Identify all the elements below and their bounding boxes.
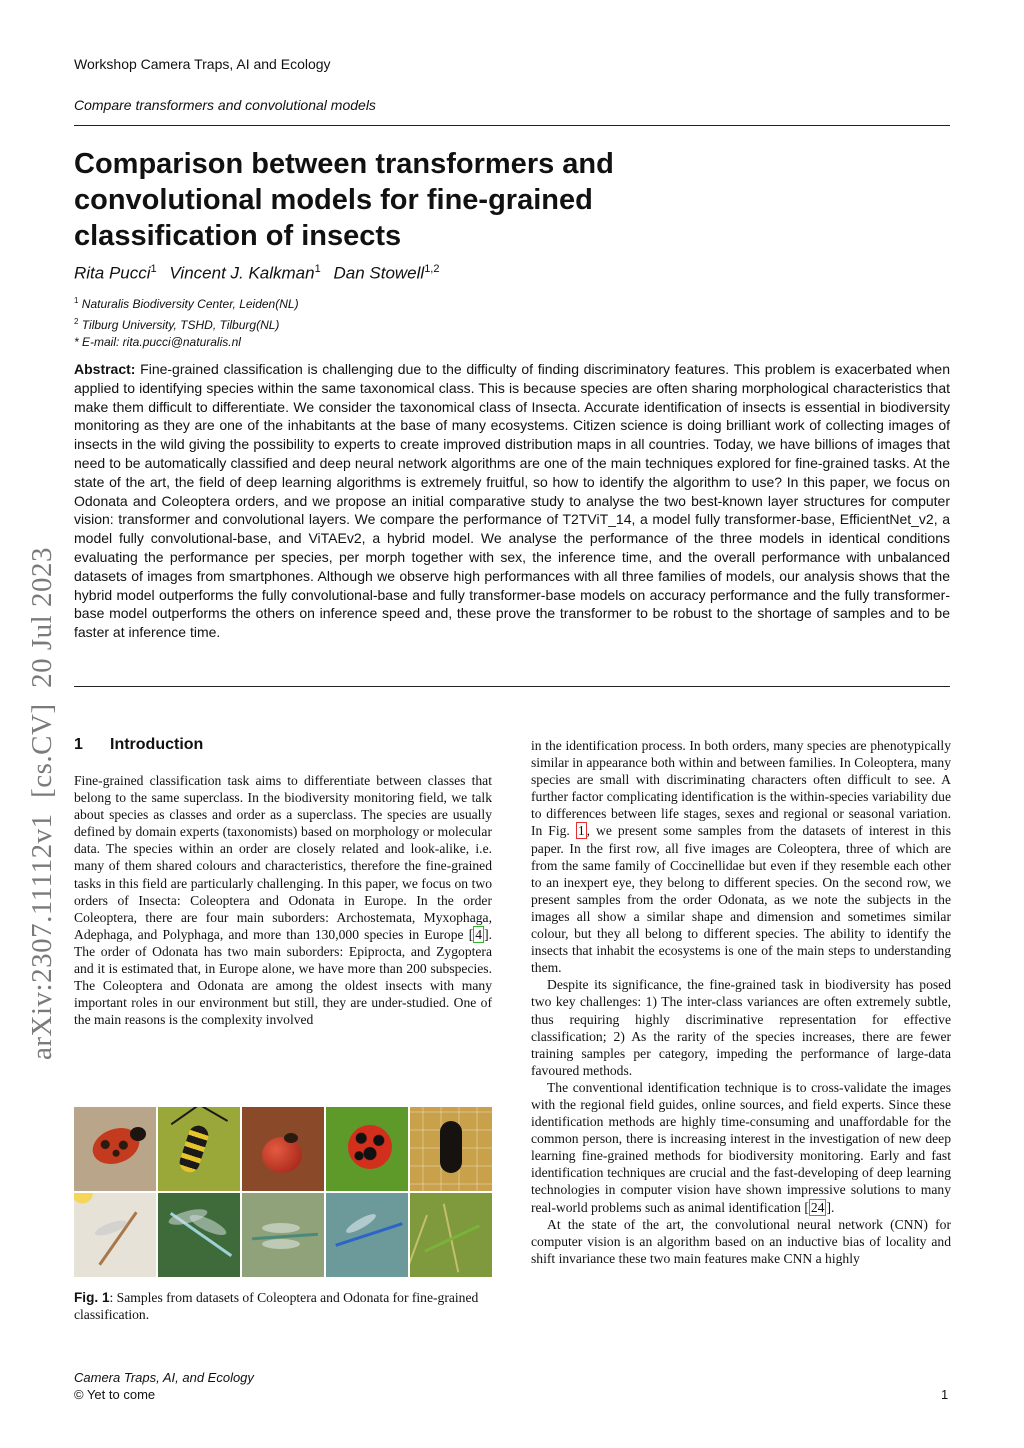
running-subtitle: Compare transformers and convolutional models	[74, 97, 376, 113]
header-rule	[74, 125, 950, 126]
photo-dragonfly-on-stem	[158, 1193, 240, 1277]
footer-copyright: © Yet to come	[74, 1387, 156, 1402]
photo-dark-beetle	[410, 1107, 492, 1191]
abstract-rule	[74, 686, 950, 687]
photo-ladybird-beetle	[74, 1107, 156, 1191]
photo-spotted-ladybird	[326, 1107, 408, 1191]
citation-link[interactable]: 4	[475, 926, 483, 942]
photo-longhorn-beetle	[158, 1107, 240, 1191]
photo-damselfly-on-flower	[74, 1193, 156, 1277]
abstract	[74, 360, 950, 642]
author-affiliation-mark: 1,2	[424, 263, 440, 275]
photo-blue-damselfly	[326, 1193, 408, 1277]
abstract-label: Abstract:	[74, 361, 136, 377]
author-affiliation-mark: 1	[314, 263, 321, 275]
author-name: Vincent J. Kalkman	[169, 263, 315, 283]
photo-green-damselfly	[410, 1193, 492, 1277]
figure-caption: Fig. 1: Samples from datasets of Coleoptera and Odonata for fine-grained classification.	[74, 1290, 479, 1322]
paragraph: The conventional identification technique is to cross-validate the images with the regional field guides, online sources, and field experts. Since these identification methods are highly time-consuming and unaffordable for the common person, there is increasing interest in the investigation of new deep learning fine-grained methods for biodiversity monitoring. Early and fast identification techniques are crucial and the fast-developing of deep learning technologies in computer vision have shown impressive solutions to many real-world problems such as animal identification [ 24 ].	[531, 1079, 951, 1215]
paragraph: in the identification process. In both orders, many species are phenotypically similar in appearance both within and between families. In Coleoptera, many species are small with discriminating characters often difficult to see. A further factor complicating identification is the within-species variability due to differences between life stages, sexes and regional or seasonal variation. In Fig. 1 , we present some samples from the datasets of interest in this paper. In the first row, all five images are Coleoptera, three of which are from the same family of Coccinellidae but even if they resemble each other to an inexpert eye, they belong to different species. On the second row, we present samples from the order Odonata, as we note the subjects in the images all show a similar shape and dimension and sometimes similar colour, but they all belong to different species. The ability to identify the insects that inhabit the ecosystems is one of the main steps to understanding them.	[531, 738, 951, 976]
affiliations	[74, 292, 299, 351]
contact-email: * E-mail: rita.pucci@naturalis.nl	[74, 335, 241, 349]
photo-dragonfly-blurred	[242, 1193, 324, 1277]
running-head: Workshop Camera Traps, AI and Ecology	[74, 56, 331, 72]
figure-ref-link[interactable]: 1	[577, 823, 585, 839]
paragraph: Despite its significance, the fine-grained task in biodiversity has posed two key challenges: 1) The inter-class variances are often extremely subtle, thus requiring highly discriminative representation for effective classification; 2) As the rarity of the species increases, there are fewer training samples per category, impeding the performance of large-data favoured methods.	[531, 977, 951, 1078]
affiliation-line: $^1$ Naturalis Biodiversity Center, Leiden(NL)	[74, 296, 299, 311]
author-name: Rita Pucci	[74, 263, 151, 283]
page-number: 1	[941, 1387, 949, 1402]
paragraph: At the state of the art, the convolutional neural network (CNN) for computer vision is an algorithm based on an inductive bias of locality and shift invariance these two main features make CNN a highly	[531, 1216, 951, 1266]
right-column	[531, 737, 951, 1267]
author-list	[74, 263, 439, 284]
author-name: Dan Stowell	[333, 263, 425, 283]
footer-journal: Camera Traps, AI, and Ecology	[74, 1370, 254, 1385]
citation-link[interactable]: 24	[810, 1199, 825, 1215]
arxiv-stamp: arXiv:2307.11112v1 [cs.CV] 20 Jul 2023	[26, 547, 58, 1060]
figure-1-grid	[74, 1107, 492, 1277]
photo-red-beetle	[242, 1107, 324, 1191]
paper-title: Comparison between transformers and convolutional models for fine-grained classification of insects	[74, 148, 614, 252]
author-affiliation-mark: 1	[150, 263, 157, 275]
paragraph: Fine-grained classification task aims to differentiate between classes that belong to the same superclass. In the biodiversity monitoring field, we talk about species as classes and order as a superclass. The species are usually defined by domain experts (taxonomists) based on morphology or molecular data. The species within an order are closely related and look-alike, i.e. many of them shared colours and characteristics, therefore the fine-grained tasks in this field are particularly challenging. In this paper, we focus on two orders of Insecta: Coleoptera and Odonata in Europe. In the order Coleoptera, there are four main suborders: Archostemata, Myxophaga, Adephaga, and Polyphaga, and more than 130,000 species in Europe [ 4 ]. The order of Odonata has two main suborders: Epiprocta, and Zygoptera and it is estimated that, in Europe alone, we have more than 200 subspecies. The Coleoptera and Odonata are among the oldest insects with many important roles in our environment but still, they are under-studied. One of the main reasons is the complexity involved	[74, 773, 492, 1028]
left-column	[74, 772, 492, 1028]
section-heading: 1 Introduction	[74, 736, 204, 753]
abstract-text: Fine-grained classification is challenging due to the difficulty of finding discriminatory features. This problem is exacerbated when applied to identifying species within the same taxonomical class. This is because species are often sharing morphological characteristics that make them difficult to differentiate. We consider the taxonomical class of Insecta. Accurate identification of insects is essential in biodiversity monitoring as they are one of the inhabitants at the base of many ecosystems. Citizen science is doing brilliant work of collecting images of insects in the wild giving the possibility to experts to create improved distribution maps in all countries. Today, we have billions of images that need to be automatically classified and deep neural network algorithms are one of the main techniques explored for fine-grained tasks. At the state of the art, the field of deep learning algorithms is extremely fruitful, so how to identify the algorithm to use? In this paper, we focus on Odonata and Coleoptera orders, and we propose an initial comparative study to analyse the two best-known layer structures for computer vision: transformer and convolutional layers. We compare the performance of T2TViT_14, a model fully transformer-base, EfficientNet_v2, a model fully convolutional-base, and ViTAEv2, a hybrid model. We analyse the performance of the three models in identical conditions evaluating the performance per species, per morph together with sex, the inference time, and the overall performance with unbalanced datasets of images from smartphones. Although we observe high performances with all three families of models, our analysis shows that the hybrid model outperforms the fully convolutional-base and fully transformer-base models on accuracy performance and the fully transformer-base model outperforms the others on inference speed and, these prove the transformer to be robust to the shortage of samples and to be faster at inference time.	[74, 361, 951, 641]
figure-label: Fig. 1	[74, 1290, 110, 1305]
affiliation-line: $^2$ Tilburg University, TSHD, Tilburg(NL)	[74, 317, 280, 332]
